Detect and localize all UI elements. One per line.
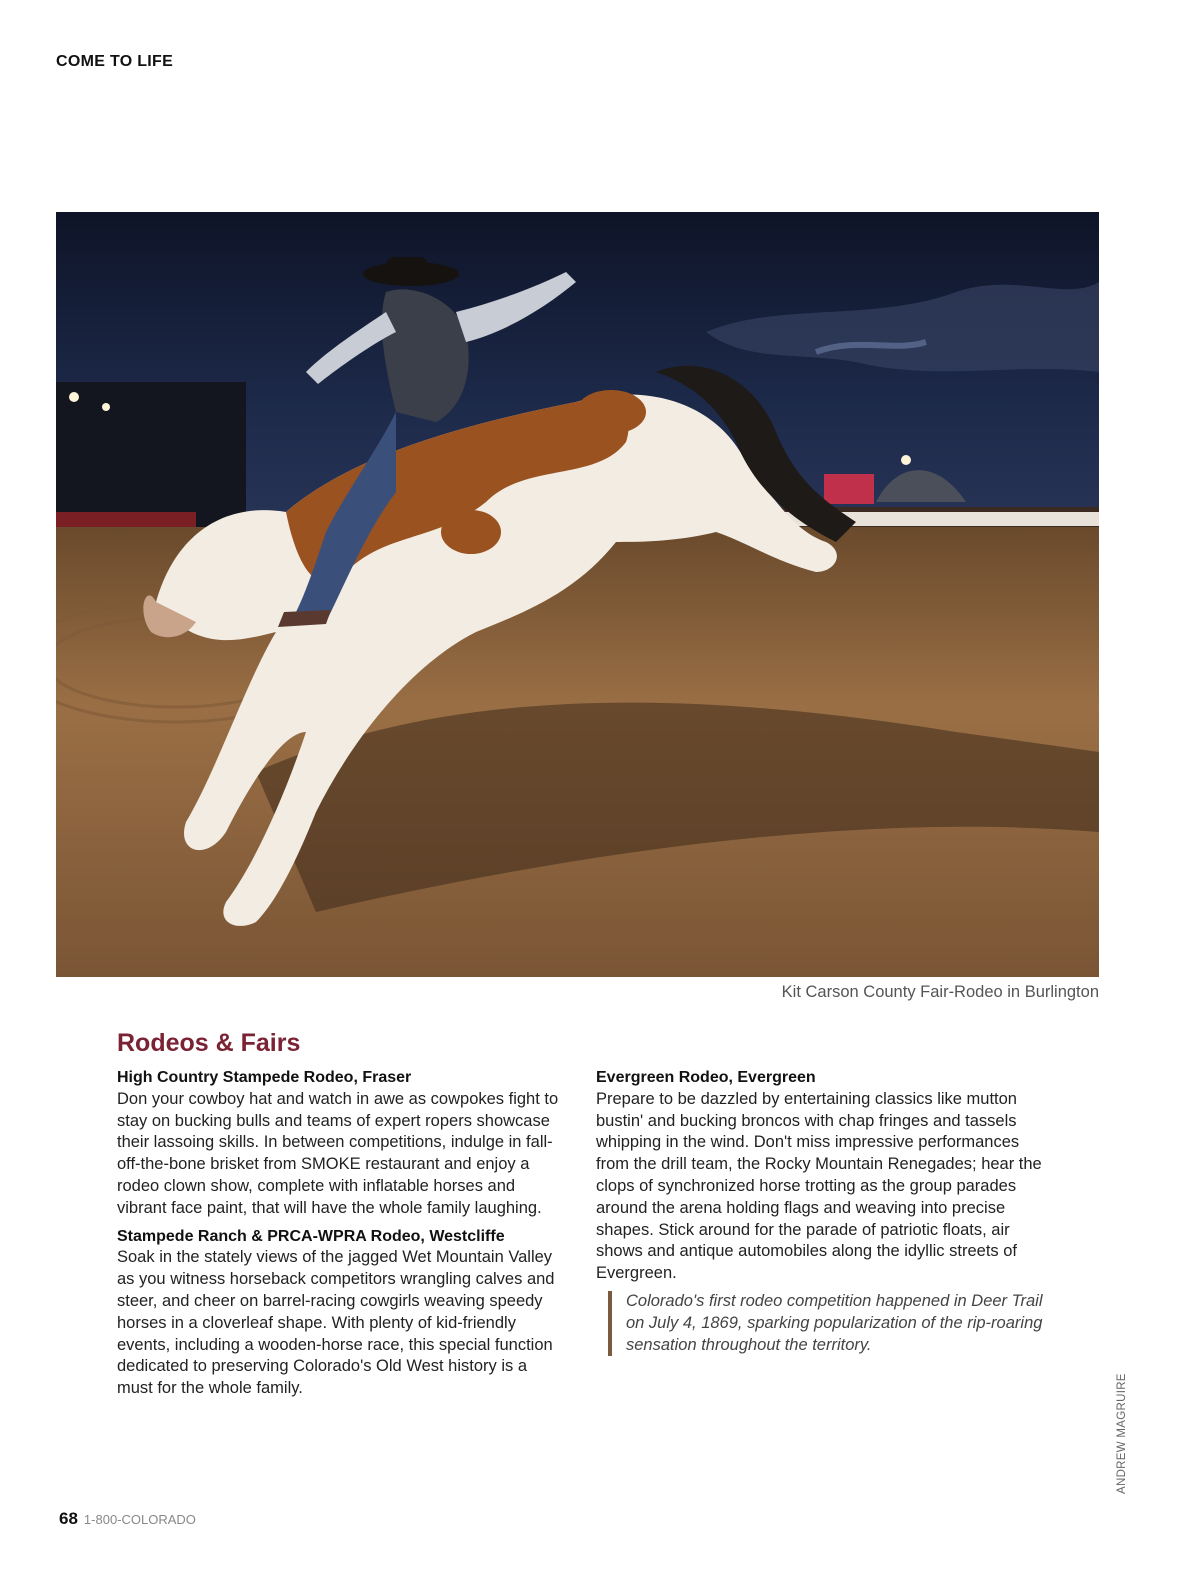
event-description: Prepare to be dazzled by entertaining classics like mutton bustin' and bucking broncos with chap fringes and tassels whipping in the wind. Don't miss impressive performances from the drill team, the Rocky Mountain Renegades; hear the clops of synchronized horse trotting as the group parades around the arena holding flags and weaving into precise shapes. Stick around for the parade of patriotic floats, air shows and antique automobiles along the idyllic streets of Evergreen.: [596, 1089, 1042, 1283]
event-description: Soak in the stately views of the jagged Wet Mountain Valley as you witness horseback competitors wrangling calves and steer, and cheer on barrel-racing cowgirls weaving speedy horses in a cloverleaf shape. With plenty of kid-friendly events, including a wooden-horse race, this special function dedicated to preserving Colorado's Old West history is a must for the whole family.: [117, 1248, 555, 1398]
event-title: Stampede Ranch & PRCA-WPRA Rodeo, Westcliffe: [117, 1227, 505, 1245]
rodeo-photo: [56, 212, 1099, 977]
article-column-left: [117, 1067, 567, 1406]
article-column-right: [596, 1067, 1046, 1356]
section-label: COME TO LIFE: [56, 53, 174, 70]
photo-caption: Kit Carson County Fair-Rodeo in Burlington: [781, 983, 1099, 1001]
event-entry-evergreen: [596, 1067, 1046, 1285]
page-number: 68: [59, 1509, 78, 1528]
pull-quote: Colorado's first rodeo competition happened in Deer Trail on July 4, 1869, sparking popularization of the rip-roaring sensation throughout the territory.: [608, 1291, 1046, 1356]
event-title: High Country Stampede Rodeo, Fraser: [117, 1069, 412, 1086]
photo-credit: ANDREW MAGRUIRE: [1116, 1373, 1128, 1494]
bronc-rider-illustration: [56, 212, 1099, 977]
article-heading: Rodeos & Fairs: [117, 1029, 301, 1057]
event-title: Evergreen Rodeo, Evergreen: [596, 1069, 816, 1086]
page-footer: [59, 1509, 196, 1529]
event-entry-fraser: [117, 1067, 567, 1220]
event-entry-westcliffe: [117, 1226, 567, 1400]
footer-phone: 1-800-COLORADO: [83, 1512, 196, 1527]
event-description: Don your cowboy hat and watch in awe as cowpokes fight to stay on bucking bulls and teams of expert ropers showcase their lassoing skills. In between competitions, indulge in fall-off-the-bone brisket from SMOKE restaurant and enjoy a rodeo clown show, complete with inflatable horses and vibrant face paint, that will have the whole family laughing.: [117, 1089, 559, 1217]
